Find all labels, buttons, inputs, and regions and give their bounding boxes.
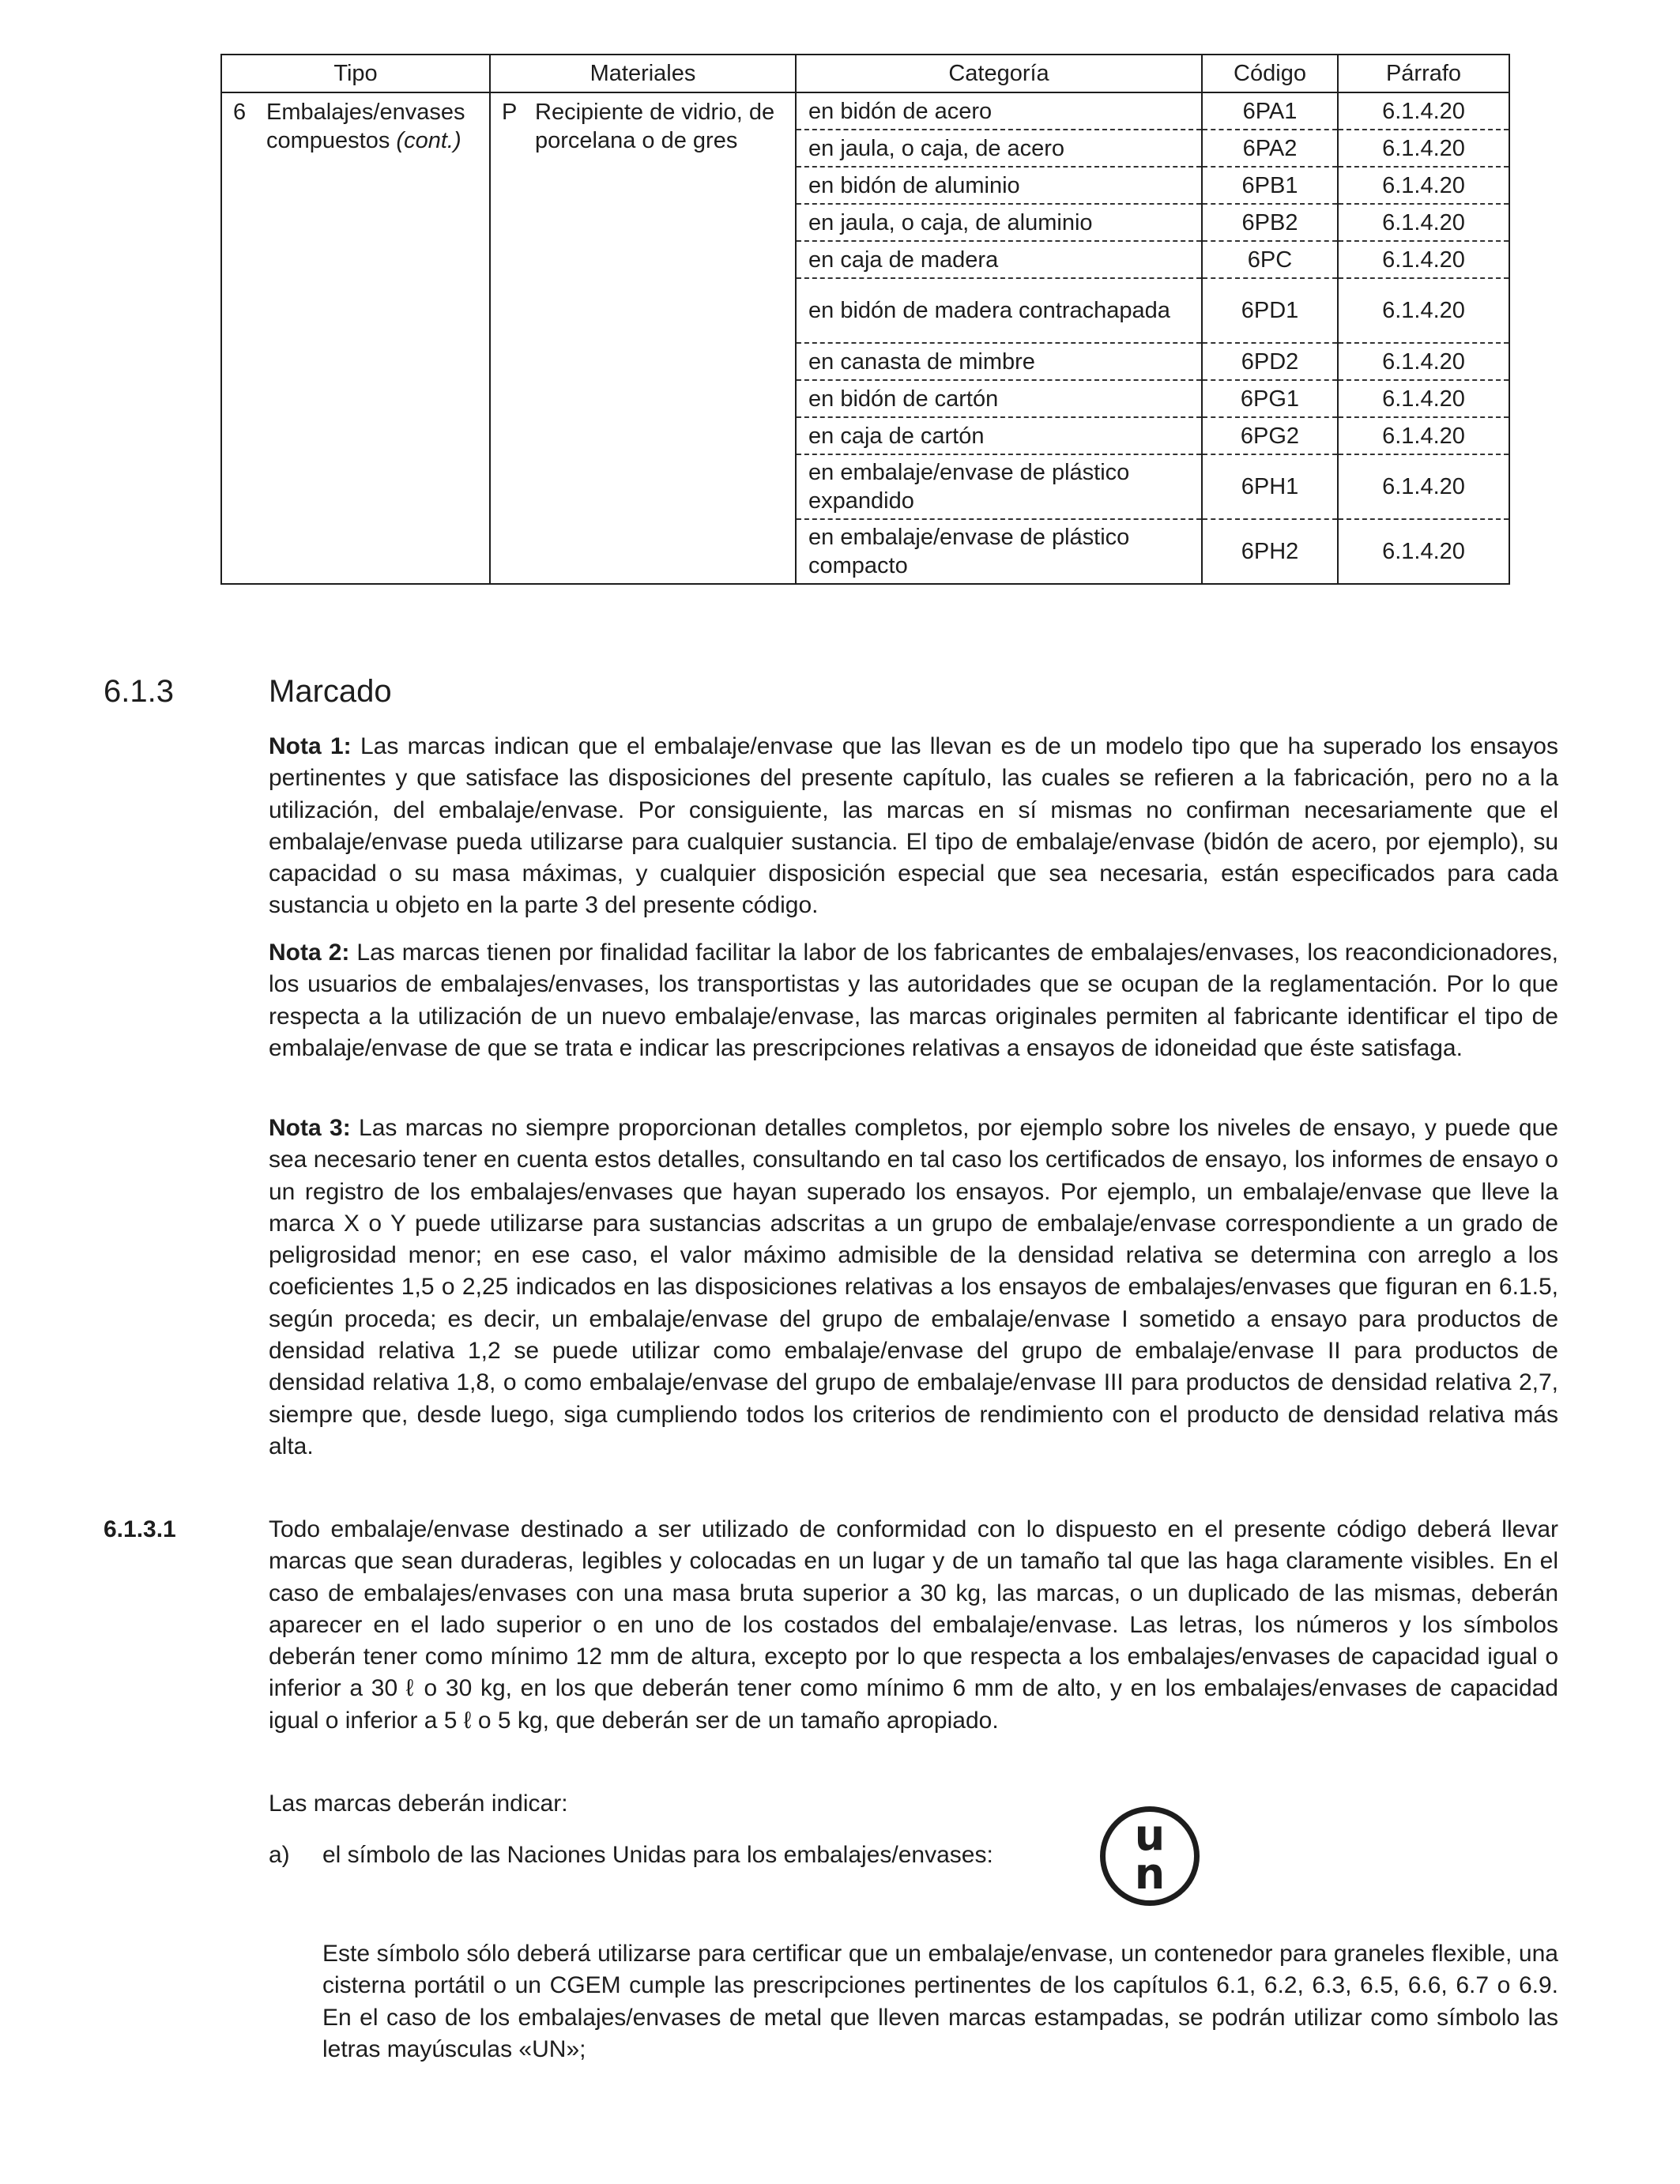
- tipo-label: [266, 98, 480, 155]
- cell-codigo: 6PB1: [1202, 167, 1338, 204]
- cell-codigo: 6PH2: [1202, 519, 1338, 584]
- cell-codigo: 6PG2: [1202, 417, 1338, 454]
- header-codigo: Código: [1202, 55, 1338, 92]
- cell-categoria: en jaula, o caja, de aluminio: [796, 204, 1202, 241]
- cell-categoria: en bidón de acero: [796, 92, 1202, 130]
- cell-parrafo: 6.1.4.20: [1338, 167, 1509, 204]
- table-row: [221, 92, 1509, 130]
- cell-parrafo: 6.1.4.20: [1338, 92, 1509, 130]
- section-number: 6.1.3: [104, 674, 174, 709]
- packaging-table: [220, 54, 1510, 585]
- un-symbol-u: u: [1134, 1810, 1166, 1860]
- cell-parrafo: 6.1.4.20: [1338, 519, 1509, 584]
- note-3: [269, 1113, 1558, 1463]
- cell-codigo: 6PB2: [1202, 204, 1338, 241]
- note-1: [269, 731, 1558, 922]
- un-symbol-n: n: [1134, 1849, 1166, 1899]
- cell-categoria: en embalaje/envase de plástico compacto: [796, 519, 1202, 584]
- material-text: Recipiente de vidrio, de porcelana o de gres: [535, 100, 775, 153]
- note-2: [269, 937, 1558, 1064]
- cell-codigo: 6PA2: [1202, 130, 1338, 167]
- cell-codigo: 6PH1: [1202, 454, 1338, 519]
- tipo-text: Embalajes/envases compuestos: [266, 100, 465, 153]
- section-title: Marcado: [269, 674, 392, 709]
- un-packaging-symbol: [1100, 1806, 1200, 1906]
- cell-categoria: en bidón de aluminio: [796, 167, 1202, 204]
- cell-tipo: [221, 92, 490, 584]
- cell-categoria: en bidón de cartón: [796, 380, 1202, 417]
- clause-number: 6.1.3.1: [104, 1516, 176, 1542]
- cell-categoria: en jaula, o caja, de acero: [796, 130, 1202, 167]
- header-materiales: Materiales: [490, 55, 796, 92]
- cell-parrafo: 6.1.4.20: [1338, 278, 1509, 343]
- tipo-number: 6: [233, 100, 247, 125]
- note-label: Nota 1:: [269, 733, 352, 759]
- cell-parrafo: 6.1.4.20: [1338, 417, 1509, 454]
- header-tipo: Tipo: [221, 55, 490, 92]
- marks-intro: Las marcas deberán indicar:: [269, 1791, 568, 1817]
- note-text: Las marcas indican que el embalaje/envase que las llevan es de un modelo tipo que ha superado los ensayos pertinentes y que satisface las disposiciones del presente capítulo, las cuales se refieren a la fabricación, pero no a la utilización, del embalaje/envase. Por consiguiente, las marcas en sí mismas no confirman necesariamente que el embalaje/envase pueda utilizarse para cualquier sustancia. El tipo de embalaje/envase (bidón de acero, por ejemplo), su capacidad o su masa máximas, y cualquier disposición especial que sea necesaria, están especificados para cada sustancia u objeto en la parte 3 del presente código.: [269, 733, 1558, 919]
- cell-codigo: 6PA1: [1202, 92, 1338, 130]
- cell-parrafo: 6.1.4.20: [1338, 204, 1509, 241]
- cell-codigo: 6PD2: [1202, 343, 1338, 380]
- item-a-letter: a): [269, 1842, 290, 1868]
- cell-parrafo: 6.1.4.20: [1338, 380, 1509, 417]
- note-label: Nota 3:: [269, 1115, 351, 1141]
- cell-parrafo: 6.1.4.20: [1338, 454, 1509, 519]
- tipo-cont: (cont.): [396, 128, 461, 153]
- table-header-row: [221, 55, 1509, 92]
- item-a-text: el símbolo de las Naciones Unidas para los embalajes/envases:: [322, 1842, 993, 1868]
- note-label: Nota 2:: [269, 939, 350, 966]
- cell-codigo: 6PG1: [1202, 380, 1338, 417]
- cell-codigo: 6PD1: [1202, 278, 1338, 343]
- cell-parrafo: 6.1.4.20: [1338, 241, 1509, 278]
- cell-categoria: en caja de cartón: [796, 417, 1202, 454]
- item-a-detail: Este símbolo sólo deberá utilizarse para certificar que un embalaje/envase, un contenedor para graneles flexible, una cisterna portátil o un CGEM cumple las prescripciones pertinentes de los capítulos 6.1, 6.2, 6.3, 6.5, 6.6, 6.7 o 6.9. En el caso de los embalajes/envases de metal que lleven marcas estampadas, se podrán utilizar como símbolo las letras mayúsculas «UN»;: [322, 1941, 1558, 2062]
- cell-categoria: en embalaje/envase de plástico expandido: [796, 454, 1202, 519]
- cell-parrafo: 6.1.4.20: [1338, 130, 1509, 167]
- note-text: Las marcas tienen por finalidad facilitar la labor de los fabricantes de embalajes/envases, los reacondicionadores, los usuarios de embalajes/envases, los transportistas y las autoridades que se ocupan de la reglamentación. Por lo que respecta a la utilización de un nuevo embalaje/envase, las marcas originales permiten al fabricante identificar el tipo de embalaje/envase de que se trata e indicar las prescripciones relativas a ensayos de idoneidad que éste satisfaga.: [269, 939, 1558, 1061]
- note-text: Las marcas no siempre proporcionan detalles completos, por ejemplo sobre los niveles de ensayo, y puede que sea necesario tener en cuenta estos detalles, consultando en tal caso los certificados de ensayo, los informes de ensayo o un registro de los embalajes/envases que hayan superado los ensayos. Por ejemplo, un embalaje/envase que lleve la marca X o Y puede utilizarse para sustancias adscritas a un grupo de embalaje/envase correspondiente a un grado de peligrosidad menor; en ese caso, el valor máximo admisible de la densidad relativa se determina con arreglo a los coeficientes 1,5 o 2,25 indicados en las disposiciones relativas a los ensayos de embalajes/envases que figuran en 6.1.5, según proceda; es decir, un embalaje/envase del grupo de embalaje/envase I sometido a ensayo para productos de densidad relativa 1,2 se puede utilizar como embalaje/envase del grupo de embalaje/envase II para productos de densidad relativa 1,8, o como embalaje/envase del grupo de embalaje/envase III para productos de densidad relativa 2,7, siempre que, desde luego, siga cumpliendo todos los criterios de rendimiento con el producto de densidad relativa más alta.: [269, 1115, 1558, 1459]
- header-categoria: Categoría: [796, 55, 1202, 92]
- cell-codigo: 6PC: [1202, 241, 1338, 278]
- cell-parrafo: 6.1.4.20: [1338, 343, 1509, 380]
- cell-categoria: en bidón de madera contrachapada: [796, 278, 1202, 343]
- clause-text: Todo embalaje/envase destinado a ser utilizado de conformidad con lo dispuesto en el presente código deberá llevar marcas que sean duraderas, legibles y colocadas en un lugar y de un tamaño tal que las haga claramente visibles. En el caso de embalajes/envases con una masa bruta superior a 30 kg, las marcas, o un duplicado de las mismas, deberán aparecer en el lado superior o en uno de los costados del embalaje/envase. Las letras, los números y los símbolos deberán tener como mínimo 12 mm de altura, excepto por lo que respecta a los embalajes/envases de capacidad igual o inferior a 30 ℓ o 30 kg, en los que deberán tener como mínimo 6 mm de alto, y en los embalajes/envases de capacidad igual o inferior a 5 ℓ o 5 kg, que deberán ser de un tamaño apropiado.: [269, 1516, 1558, 1734]
- cell-materiales: [490, 92, 796, 584]
- header-parrafo: Párrafo: [1338, 55, 1509, 92]
- cell-categoria: en caja de madera: [796, 241, 1202, 278]
- cell-categoria: en canasta de mimbre: [796, 343, 1202, 380]
- material-letter: P: [502, 100, 518, 125]
